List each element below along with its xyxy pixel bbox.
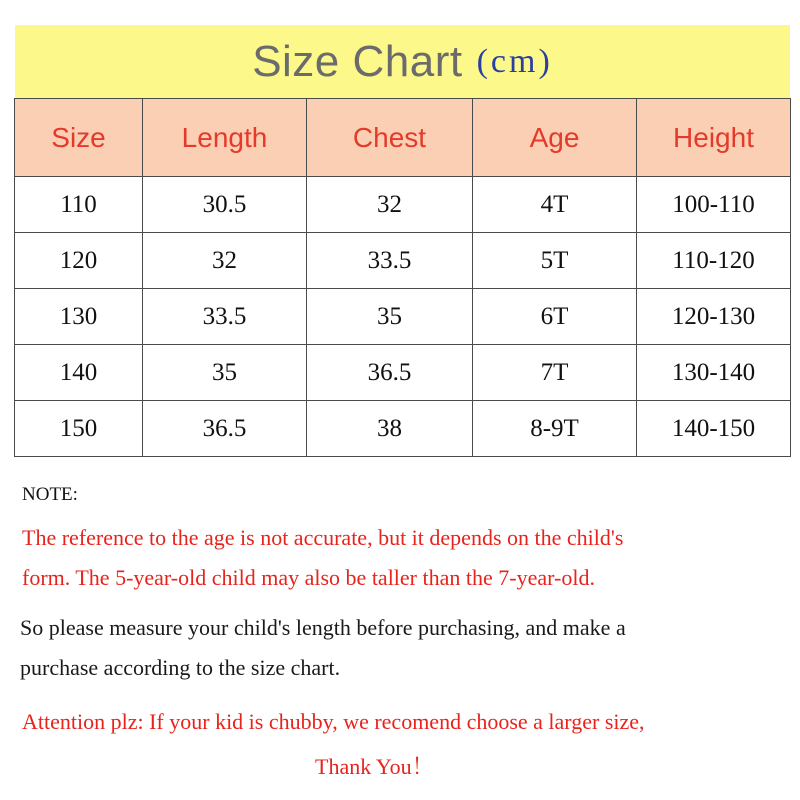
note-label: NOTE: bbox=[22, 484, 78, 505]
measure-instruction-line-2: purchase according to the size chart. bbox=[20, 655, 341, 680]
thank-you-text: Thank You！ bbox=[315, 754, 434, 779]
cell-height: 140-150 bbox=[637, 401, 791, 457]
chart-title: Size Chart bbox=[252, 36, 463, 86]
cell-chest: 32 bbox=[307, 177, 473, 233]
cell-length: 30.5 bbox=[143, 177, 307, 233]
cell-size: 150 bbox=[15, 401, 143, 457]
attention-note: Attention plz: If your kid is chubby, we recomend choose a larger size, bbox=[22, 709, 645, 734]
age-disclaimer-line-2: form. The 5-year-old child may also be taller than the 7-year-old. bbox=[22, 565, 595, 590]
header-height: Height bbox=[637, 99, 791, 177]
cell-height: 130-140 bbox=[637, 345, 791, 401]
cell-size: 110 bbox=[15, 177, 143, 233]
header-chest: Chest bbox=[307, 99, 473, 177]
cell-chest: 38 bbox=[307, 401, 473, 457]
cell-length: 35 bbox=[143, 345, 307, 401]
measure-instruction-line-1: So please measure your child's length before purchasing, and make a bbox=[20, 615, 626, 640]
cell-size: 130 bbox=[15, 289, 143, 345]
size-table bbox=[14, 98, 791, 457]
cell-chest: 35 bbox=[307, 289, 473, 345]
cell-length: 32 bbox=[143, 233, 307, 289]
table-header-row bbox=[15, 99, 791, 177]
cell-age: 7T bbox=[473, 345, 637, 401]
cell-size: 140 bbox=[15, 345, 143, 401]
cell-age: 8-9T bbox=[473, 401, 637, 457]
title-bar bbox=[15, 25, 790, 98]
cell-length: 33.5 bbox=[143, 289, 307, 345]
header-age: Age bbox=[473, 99, 637, 177]
cell-height: 120-130 bbox=[637, 289, 791, 345]
table-row bbox=[15, 401, 791, 457]
cell-size: 120 bbox=[15, 233, 143, 289]
cell-age: 4T bbox=[473, 177, 637, 233]
cell-chest: 36.5 bbox=[307, 345, 473, 401]
cell-chest: 33.5 bbox=[307, 233, 473, 289]
table-row bbox=[15, 177, 791, 233]
cell-age: 5T bbox=[473, 233, 637, 289]
header-length: Length bbox=[143, 99, 307, 177]
header-size: Size bbox=[15, 99, 143, 177]
table-row bbox=[15, 289, 791, 345]
chart-unit: (cm) bbox=[476, 42, 553, 80]
cell-height: 100-110 bbox=[637, 177, 791, 233]
cell-height: 110-120 bbox=[637, 233, 791, 289]
table-row bbox=[15, 233, 791, 289]
age-disclaimer-line-1: The reference to the age is not accurate, but it depends on the child's bbox=[22, 525, 624, 550]
table-row bbox=[15, 345, 791, 401]
cell-age: 6T bbox=[473, 289, 637, 345]
cell-length: 36.5 bbox=[143, 401, 307, 457]
